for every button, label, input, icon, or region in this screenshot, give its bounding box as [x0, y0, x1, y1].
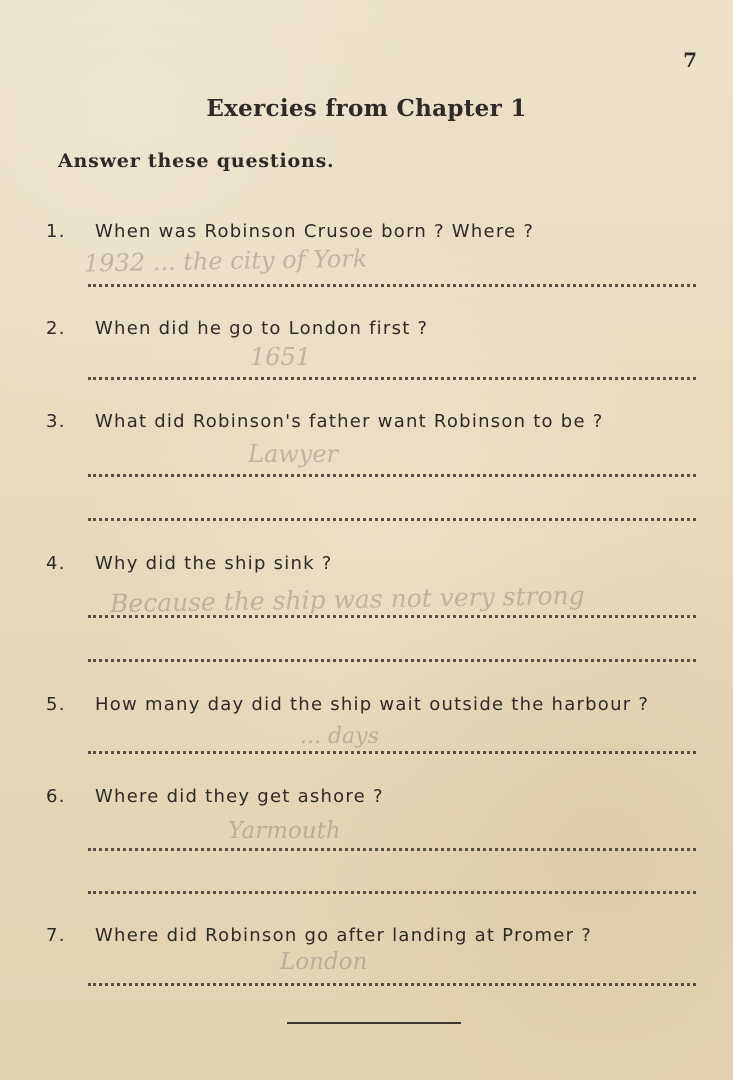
handwritten-answer: 1932 ... the city of York — [83, 244, 368, 278]
question-text: Where did they get ashore ? — [94, 786, 384, 807]
handwritten-answer: ... days — [300, 724, 379, 749]
question-row — [46, 925, 696, 946]
answer-line — [88, 891, 696, 894]
end-rule — [287, 1022, 461, 1024]
question-row — [46, 318, 696, 339]
question-text: When did he go to London first ? — [94, 318, 429, 339]
answer-line — [88, 983, 696, 986]
question-number: 1. — [46, 221, 66, 242]
answer-line — [88, 284, 696, 287]
question-row — [46, 221, 696, 242]
question-row — [46, 411, 696, 432]
question-row — [46, 553, 696, 574]
question-number: 2. — [46, 318, 66, 339]
question-row — [46, 694, 696, 715]
answer-line — [88, 518, 696, 521]
question-text: Why did the ship sink ? — [94, 553, 333, 574]
handwritten-answer: Yarmouth — [228, 818, 341, 844]
question-row — [46, 786, 696, 807]
question-text: When was Robinson Crusoe born ? Where ? — [94, 221, 535, 242]
handwritten-answer: London — [280, 949, 368, 975]
answer-line — [88, 848, 696, 851]
answer-line — [88, 751, 696, 754]
question-number: 4. — [46, 553, 66, 574]
question-number: 5. — [46, 694, 66, 715]
answer-line — [88, 615, 696, 618]
answer-line — [88, 377, 696, 380]
question-number: 3. — [46, 411, 66, 432]
handwritten-answer: Lawyer — [248, 440, 339, 468]
question-text: What did Robinson's father want Robinson to be ? — [94, 411, 604, 432]
page-number: 7 — [683, 48, 697, 72]
handwritten-answer: Because the ship was not very strong — [109, 580, 585, 619]
answer-line — [88, 659, 696, 662]
answer-line — [88, 474, 696, 477]
question-text: How many day did the ship wait outside the harbour ? — [94, 694, 650, 715]
question-number: 7. — [46, 925, 66, 946]
handwritten-answer: 1651 — [250, 343, 312, 371]
question-text: Where did Robinson go after landing at Promer ? — [94, 925, 592, 946]
page-title: Exercies from Chapter 1 — [206, 95, 527, 122]
instruction-text: Answer these questions. — [58, 150, 335, 172]
question-number: 6. — [46, 786, 66, 807]
